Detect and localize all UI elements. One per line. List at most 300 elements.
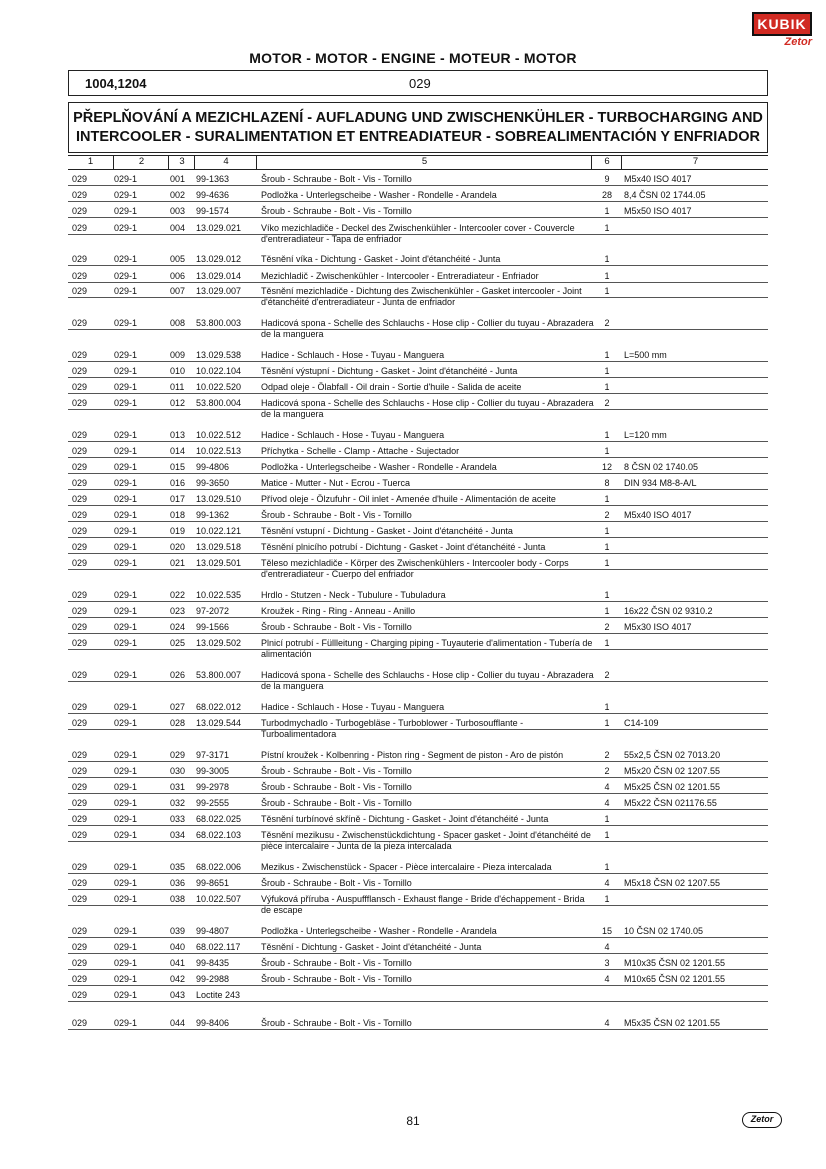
- cell-s: 029-1: [114, 254, 138, 264]
- cell-g: 029: [72, 462, 88, 472]
- cell-g: 029: [72, 1018, 88, 1028]
- col-head-4: 4: [194, 156, 257, 169]
- col-head-6: 6: [591, 156, 622, 169]
- cell-n: 10.022.507: [196, 894, 242, 904]
- cell-s: 029-1: [114, 542, 138, 552]
- cell-g: 029: [72, 366, 88, 376]
- row-underline: [68, 457, 768, 458]
- cell-p: 043: [170, 990, 186, 1000]
- cell-g: 029: [72, 494, 88, 504]
- cell-s: 029-1: [114, 622, 138, 632]
- cell-d: Kroužek - Ring - Ring - Anneau - Anillo: [261, 606, 416, 616]
- cell-s: 029-1: [114, 462, 138, 472]
- cell-s: 029-1: [114, 350, 138, 360]
- col-head-2: 2: [113, 156, 169, 169]
- cell-p: 006: [170, 271, 186, 281]
- cell-g: 029: [72, 526, 88, 536]
- cell-q: 2: [604, 318, 610, 328]
- row-underline: [68, 617, 768, 618]
- row-underline: [68, 793, 768, 794]
- cell-q: 2: [604, 510, 610, 520]
- cell-d: Šroub - Schraube - Bolt - Vis - Tornillo: [261, 622, 412, 632]
- cell-p: 001: [170, 174, 186, 184]
- cell-p: 025: [170, 638, 186, 648]
- cell-d: Turbodmychadlo - Turbogebläse - Turboblower - Turbosoufflante - Turboalimentadora: [261, 718, 524, 739]
- cell-d: Šroub - Schraube - Bolt - Vis - Tornillo: [261, 174, 412, 184]
- cell-s: 029-1: [114, 382, 138, 392]
- cell-s: 029-1: [114, 430, 138, 440]
- cell-q: 2: [604, 750, 610, 760]
- row-underline: [68, 282, 768, 283]
- cell-r: M10x65 ČSN 02 1201.55: [624, 974, 726, 984]
- cell-d: Mezichladič - Zwischenkühler - Intercooler - Entreradiateur - Enfriador: [261, 271, 539, 281]
- cell-d: Těsnění mezikusu - Zwischenstückdichtung - Spacer gasket - Joint d'étanchéité de pièce intercalaire - Junta de la pieza intercalada: [261, 830, 591, 851]
- cell-g: 029: [72, 798, 88, 808]
- cell-g: 029: [72, 862, 88, 872]
- cell-q: 1: [604, 430, 610, 440]
- cell-s: 029-1: [114, 862, 138, 872]
- cell-r: 55x2,5 ČSN 02 7013.20: [624, 750, 721, 760]
- row-underline: [68, 569, 768, 570]
- cell-n: 68.022.117: [196, 942, 241, 952]
- cell-s: 029-1: [114, 206, 138, 216]
- row-underline: [68, 777, 768, 778]
- cell-p: 024: [170, 622, 186, 632]
- cell-q: 8: [604, 478, 610, 488]
- zetor-logo-text: Zetor: [784, 36, 812, 48]
- cell-g: 029: [72, 766, 88, 776]
- cell-d: Hrdlo - Stutzen - Neck - Tubulure - Tubuladura: [261, 590, 446, 600]
- cell-q: 1: [604, 446, 610, 456]
- cell-g: 029: [72, 638, 88, 648]
- cell-d: Těsnění turbínové skříně - Dichtung - Gasket - Joint d'étanchéité - Junta: [261, 814, 549, 824]
- cell-n: 10.022.121: [196, 526, 242, 536]
- cell-p: 032: [170, 798, 186, 808]
- cell-p: 035: [170, 862, 186, 872]
- row-underline: [68, 953, 768, 954]
- cell-n: 99-1363: [196, 174, 230, 184]
- cell-q: 28: [601, 190, 612, 200]
- cell-p: 020: [170, 542, 186, 552]
- cell-r: M5x20 ČSN 02 1207.55: [624, 766, 721, 776]
- cell-n: 99-3005: [196, 766, 230, 776]
- cell-q: 1: [604, 366, 610, 376]
- row-underline: [68, 297, 768, 298]
- row-underline: [68, 905, 768, 906]
- row-underline: [68, 265, 768, 266]
- cell-r: 10 ČSN 02 1740.05: [624, 926, 704, 936]
- cell-q: 1: [604, 814, 610, 824]
- section-title: [68, 102, 768, 153]
- cell-d: Šroub - Schraube - Bolt - Vis - Tornillo: [261, 958, 412, 968]
- cell-q: 4: [604, 782, 610, 792]
- cell-g: 029: [72, 926, 88, 936]
- cell-s: 029-1: [114, 798, 138, 808]
- cell-s: 029-1: [114, 1018, 138, 1028]
- cell-d: Podložka - Unterlegscheibe - Washer - Rondelle - Arandela: [261, 190, 497, 200]
- cell-n: 99-1362: [196, 510, 230, 520]
- cell-q: 1: [604, 894, 610, 904]
- cell-p: 015: [170, 462, 186, 472]
- cell-p: 009: [170, 350, 186, 360]
- cell-g: 029: [72, 382, 88, 392]
- cell-p: 022: [170, 590, 186, 600]
- cell-g: 029: [72, 702, 88, 712]
- cell-q: 1: [604, 702, 610, 712]
- cell-n: 10.022.512: [196, 430, 242, 440]
- cell-n: 13.029.538: [196, 350, 242, 360]
- cell-n: 13.029.012: [196, 254, 242, 264]
- row-underline: [68, 441, 768, 442]
- cell-q: 1: [604, 286, 610, 296]
- row-underline: [68, 633, 768, 634]
- cell-g: 029: [72, 286, 88, 296]
- cell-q: 1: [604, 350, 610, 360]
- cell-d: Šroub - Schraube - Bolt - Vis - Tornillo: [261, 206, 412, 216]
- cell-r: 8 ČSN 02 1740.05: [624, 462, 699, 472]
- cell-q: 2: [604, 622, 610, 632]
- cell-g: 029: [72, 878, 88, 888]
- col-head-7: 7: [621, 156, 769, 169]
- cell-s: 029-1: [114, 223, 138, 233]
- cell-q: 4: [604, 974, 610, 984]
- cell-n: 99-1574: [196, 206, 230, 216]
- row-underline: [68, 505, 768, 506]
- cell-q: 2: [604, 766, 610, 776]
- cell-n: 97-3171: [196, 750, 230, 760]
- row-underline: [68, 601, 768, 602]
- cell-g: 029: [72, 830, 88, 840]
- cell-n: 68.022.025: [196, 814, 242, 824]
- column-header: [68, 155, 768, 170]
- cell-g: 029: [72, 223, 88, 233]
- row-underline: [68, 409, 768, 410]
- cell-r: M5x18 ČSN 02 1207.55: [624, 878, 721, 888]
- cell-r: M5x40 ISO 4017: [624, 510, 692, 520]
- cell-g: 029: [72, 271, 88, 281]
- cell-g: 029: [72, 750, 88, 760]
- cell-q: 1: [604, 206, 610, 216]
- group-number: 029: [409, 76, 431, 91]
- cell-p: 007: [170, 286, 186, 296]
- cell-n: 99-3650: [196, 478, 230, 488]
- cell-d: Těleso mezichladiče - Körper des Zwischenkühlers - Intercooler body - Corps d'entreradiateur - Cuerpo del enfriador: [261, 558, 569, 579]
- cell-g: 029: [72, 782, 88, 792]
- cell-p: 030: [170, 766, 186, 776]
- cell-p: 040: [170, 942, 186, 952]
- cell-s: 029-1: [114, 606, 138, 616]
- cell-n: 99-4807: [196, 926, 230, 936]
- cell-g: 029: [72, 350, 88, 360]
- cell-p: 014: [170, 446, 186, 456]
- cell-d: Těsnění vstupní - Dichtung - Gasket - Joint d'étanchéité - Junta: [261, 526, 513, 536]
- page-number: 81: [406, 1114, 420, 1128]
- cell-g: 029: [72, 398, 88, 408]
- col-head-1: 1: [87, 156, 94, 167]
- cell-g: 029: [72, 478, 88, 488]
- cell-d: Hadicová spona - Schelle des Schlauchs - Hose clip - Collier du tuyau - Abrazadera de la manguera: [261, 318, 594, 339]
- cell-p: 029: [170, 750, 186, 760]
- cell-d: Hadice - Schlauch - Hose - Tuyau - Manguera: [261, 350, 445, 360]
- cell-s: 029-1: [114, 990, 138, 1000]
- cell-d: Těsnění víka - Dichtung - Gasket - Joint d'étanchéité - Junta: [261, 254, 501, 264]
- cell-n: 13.029.014: [196, 271, 242, 281]
- cell-q: 4: [604, 942, 610, 952]
- cell-g: 029: [72, 318, 88, 328]
- cell-n: 10.022.520: [196, 382, 242, 392]
- cell-r: C14-109: [624, 718, 659, 728]
- cell-d: Těsnění plnicího potrubí - Dichtung - Gasket - Joint d'étanchéité - Junta: [261, 542, 546, 552]
- cell-s: 029-1: [114, 478, 138, 488]
- cell-s: 029-1: [114, 942, 138, 952]
- cell-n: 53.800.004: [196, 398, 242, 408]
- cell-n: 99-2988: [196, 974, 230, 984]
- cell-g: 029: [72, 958, 88, 968]
- cell-d: Přívod oleje - Ölzufuhr - Oil inlet - Amenée d'huile - Alimentación de aceite: [261, 494, 556, 504]
- cell-g: 029: [72, 990, 88, 1000]
- cell-p: 031: [170, 782, 186, 792]
- cell-n: 99-8651: [196, 878, 230, 888]
- row-underline: [68, 761, 768, 762]
- cell-d: Šroub - Schraube - Bolt - Vis - Tornillo: [261, 782, 412, 792]
- cell-r: M5x30 ISO 4017: [624, 622, 692, 632]
- cell-q: 4: [604, 1018, 610, 1028]
- cell-d: Šroub - Schraube - Bolt - Vis - Tornillo: [261, 510, 412, 520]
- cell-n: 10.022.535: [196, 590, 242, 600]
- row-underline: [68, 713, 768, 714]
- row-underline: [68, 553, 768, 554]
- row-underline: [68, 1029, 768, 1030]
- model-numbers: 1004,1204: [85, 76, 147, 91]
- cell-d: Těsnění mezichladiče - Dichtung des Zwischenkühler - Gasket intercooler - Joint d'étanchéité d'entreradiateur - Junta de enfriador: [261, 286, 582, 307]
- cell-p: 018: [170, 510, 186, 520]
- cell-p: 034: [170, 830, 186, 840]
- cell-q: 1: [604, 526, 610, 536]
- cell-s: 029-1: [114, 974, 138, 984]
- row-underline: [68, 473, 768, 474]
- cell-s: 029-1: [114, 718, 138, 728]
- cell-g: 029: [72, 558, 88, 568]
- model-row: [68, 70, 768, 96]
- cell-q: 1: [604, 590, 610, 600]
- row-underline: [68, 234, 768, 235]
- cell-p: 005: [170, 254, 186, 264]
- cell-n: 68.022.006: [196, 862, 242, 872]
- cell-n: 13.029.544: [196, 718, 242, 728]
- cell-d: Šroub - Schraube - Bolt - Vis - Tornillo: [261, 878, 412, 888]
- row-underline: [68, 393, 768, 394]
- cell-p: 027: [170, 702, 186, 712]
- cell-d: Hadicová spona - Schelle des Schlauchs - Hose clip - Collier du tuyau - Abrazadera de la manguera: [261, 670, 594, 691]
- cell-n: 97-2072: [196, 606, 230, 616]
- cell-p: 038: [170, 894, 186, 904]
- cell-d: Hadice - Schlauch - Hose - Tuyau - Manguera: [261, 430, 445, 440]
- cell-q: 1: [604, 494, 610, 504]
- cell-d: Šroub - Schraube - Bolt - Vis - Tornillo: [261, 1018, 412, 1028]
- cell-n: 10.022.513: [196, 446, 242, 456]
- cell-g: 029: [72, 510, 88, 520]
- cell-q: 1: [604, 558, 610, 568]
- cell-g: 029: [72, 174, 88, 184]
- cell-s: 029-1: [114, 702, 138, 712]
- cell-s: 029-1: [114, 366, 138, 376]
- cell-p: 028: [170, 718, 186, 728]
- col-head-3: 3: [168, 156, 195, 169]
- cell-p: 019: [170, 526, 186, 536]
- cell-p: 026: [170, 670, 186, 680]
- cell-d: Šroub - Schraube - Bolt - Vis - Tornillo: [261, 974, 412, 984]
- cell-q: 1: [604, 862, 610, 872]
- cell-s: 029-1: [114, 318, 138, 328]
- cell-q: 1: [604, 638, 610, 648]
- cell-r: 8,4 ČSN 02 1744.05: [624, 190, 706, 200]
- cell-p: 017: [170, 494, 186, 504]
- cell-s: 029-1: [114, 894, 138, 904]
- cell-d: Podložka - Unterlegscheibe - Washer - Rondelle - Arandela: [261, 462, 497, 472]
- cell-r: M5x50 ISO 4017: [624, 206, 692, 216]
- row-underline: [68, 889, 768, 890]
- row-underline: [68, 825, 768, 826]
- row-underline: [68, 537, 768, 538]
- cell-g: 029: [72, 542, 88, 552]
- cell-s: 029-1: [114, 830, 138, 840]
- row-underline: [68, 873, 768, 874]
- cell-d: Pístní kroužek - Kolbenring - Piston ring - Segment de piston - Aro de pistón: [261, 750, 564, 760]
- cell-p: 041: [170, 958, 186, 968]
- cell-d: Odpad oleje - Ölabfall - Oil drain - Sortie d'huile - Salida de aceite: [261, 382, 522, 392]
- row-underline: [68, 809, 768, 810]
- cell-d: Víko mezichladiče - Deckel des Zwischenkühler - Intercooler cover - Couvercle d'entreradiateur - Tapa de enfriador: [261, 223, 575, 244]
- cell-s: 029-1: [114, 926, 138, 936]
- cell-r: M5x25 ČSN 02 1201.55: [624, 782, 721, 792]
- cell-p: 042: [170, 974, 186, 984]
- row-underline: [68, 361, 768, 362]
- cell-q: 1: [604, 382, 610, 392]
- cell-d: Šroub - Schraube - Bolt - Vis - Tornillo: [261, 798, 412, 808]
- cell-r: DIN 934 M8-8-A/L: [624, 478, 697, 488]
- cell-n: 68.022.103: [196, 830, 242, 840]
- cell-d: Šroub - Schraube - Bolt - Vis - Tornillo: [261, 766, 412, 776]
- cell-p: 010: [170, 366, 186, 376]
- row-underline: [68, 729, 768, 730]
- row-underline: [68, 937, 768, 938]
- cell-p: 039: [170, 926, 186, 936]
- cell-g: 029: [72, 606, 88, 616]
- row-underline: [68, 521, 768, 522]
- cell-r: M5x40 ISO 4017: [624, 174, 692, 184]
- cell-d: Plnicí potrubí - Füllleitung - Charging piping - Tuyauterie d'alimentation - Tubería de alimentación: [261, 638, 593, 659]
- cell-n: 13.029.501: [196, 558, 242, 568]
- cell-q: 1: [604, 223, 610, 233]
- cell-s: 029-1: [114, 878, 138, 888]
- cell-q: 4: [604, 878, 610, 888]
- cell-g: 029: [72, 894, 88, 904]
- cell-r: L=500 mm: [624, 350, 667, 360]
- cell-q: 1: [604, 718, 610, 728]
- cell-p: 003: [170, 206, 186, 216]
- cell-n: 13.029.502: [196, 638, 242, 648]
- row-underline: [68, 969, 768, 970]
- cell-r: M5x35 ČSN 02 1201.55: [624, 1018, 721, 1028]
- cell-s: 029-1: [114, 750, 138, 760]
- row-underline: [68, 489, 768, 490]
- cell-n: 53.800.003: [196, 318, 242, 328]
- cell-p: 011: [170, 382, 185, 392]
- cell-s: 029-1: [114, 590, 138, 600]
- cell-q: 15: [601, 926, 612, 936]
- cell-g: 029: [72, 622, 88, 632]
- cell-g: 029: [72, 814, 88, 824]
- row-underline: [68, 329, 768, 330]
- cell-s: 029-1: [114, 958, 138, 968]
- cell-d: Těsnění - Dichtung - Gasket - Joint d'étanchéité - Junta: [261, 942, 482, 952]
- cell-g: 029: [72, 206, 88, 216]
- cell-p: 023: [170, 606, 186, 616]
- cell-g: 029: [72, 974, 88, 984]
- cell-s: 029-1: [114, 174, 138, 184]
- row-underline: [68, 377, 768, 378]
- cell-p: 021: [170, 558, 186, 568]
- cell-p: 016: [170, 478, 186, 488]
- cell-s: 029-1: [114, 638, 138, 648]
- cell-p: 036: [170, 878, 186, 888]
- cell-q: 12: [601, 462, 612, 472]
- cell-s: 029-1: [114, 670, 138, 680]
- cell-g: 029: [72, 670, 88, 680]
- cell-n: 53.800.007: [196, 670, 242, 680]
- zetor-footer-logo: Zetor: [742, 1112, 782, 1128]
- cell-n: Loctite 243: [196, 990, 241, 1000]
- cell-g: 029: [72, 718, 88, 728]
- cell-g: 029: [72, 430, 88, 440]
- cell-n: 13.029.007: [196, 286, 242, 296]
- row-underline: [68, 1001, 768, 1002]
- cell-g: 029: [72, 254, 88, 264]
- cell-n: 99-2555: [196, 798, 230, 808]
- cell-n: 13.029.518: [196, 542, 242, 552]
- cell-p: 033: [170, 814, 186, 824]
- cell-d: Mezikus - Zwischenstück - Spacer - Pièce intercalaire - Pieza intercalada: [261, 862, 552, 872]
- cell-g: 029: [72, 590, 88, 600]
- cell-q: 1: [604, 830, 610, 840]
- cell-s: 029-1: [114, 286, 138, 296]
- cell-s: 029-1: [114, 446, 138, 456]
- cell-d: Výfuková příruba - Auspuffflansch - Exhaust flange - Bride d'échappement - Brida de escape: [261, 894, 585, 915]
- row-underline: [68, 185, 768, 186]
- cell-p: 004: [170, 223, 186, 233]
- cell-p: 008: [170, 318, 186, 328]
- cell-d: Hadicová spona - Schelle des Schlauchs - Hose clip - Collier du tuyau - Abrazadera de la manguera: [261, 398, 594, 419]
- cell-r: M5x22 ČSN 021176.55: [624, 798, 717, 808]
- section-title-line-2: INTERCOOLER - SURALIMENTATION ET ENTREADIATEUR - SOBREALIMENTACIÓN Y ENFRIADOR: [76, 129, 760, 145]
- row-underline: [68, 985, 768, 986]
- cell-d: Hadice - Schlauch - Hose - Tuyau - Manguera: [261, 702, 445, 712]
- cell-q: 1: [604, 542, 610, 552]
- section-title-line-1: PŘEPLŇOVÁNÍ A MEZICHLAZENÍ - AUFLADUNG UND ZWISCHENKÜHLER - TURBOCHARGING AND: [73, 110, 763, 126]
- cell-s: 029-1: [114, 510, 138, 520]
- cell-n: 99-4806: [196, 462, 230, 472]
- cell-s: 029-1: [114, 190, 138, 200]
- cell-r: 16x22 ČSN 02 9310.2: [624, 606, 713, 616]
- row-underline: [68, 217, 768, 218]
- cell-n: 10.022.104: [196, 366, 242, 376]
- row-underline: [68, 681, 768, 682]
- cell-p: 044: [170, 1018, 186, 1028]
- cell-n: 99-8406: [196, 1018, 230, 1028]
- cell-n: 99-2978: [196, 782, 230, 792]
- row-underline: [68, 649, 768, 650]
- cell-q: 1: [604, 254, 610, 264]
